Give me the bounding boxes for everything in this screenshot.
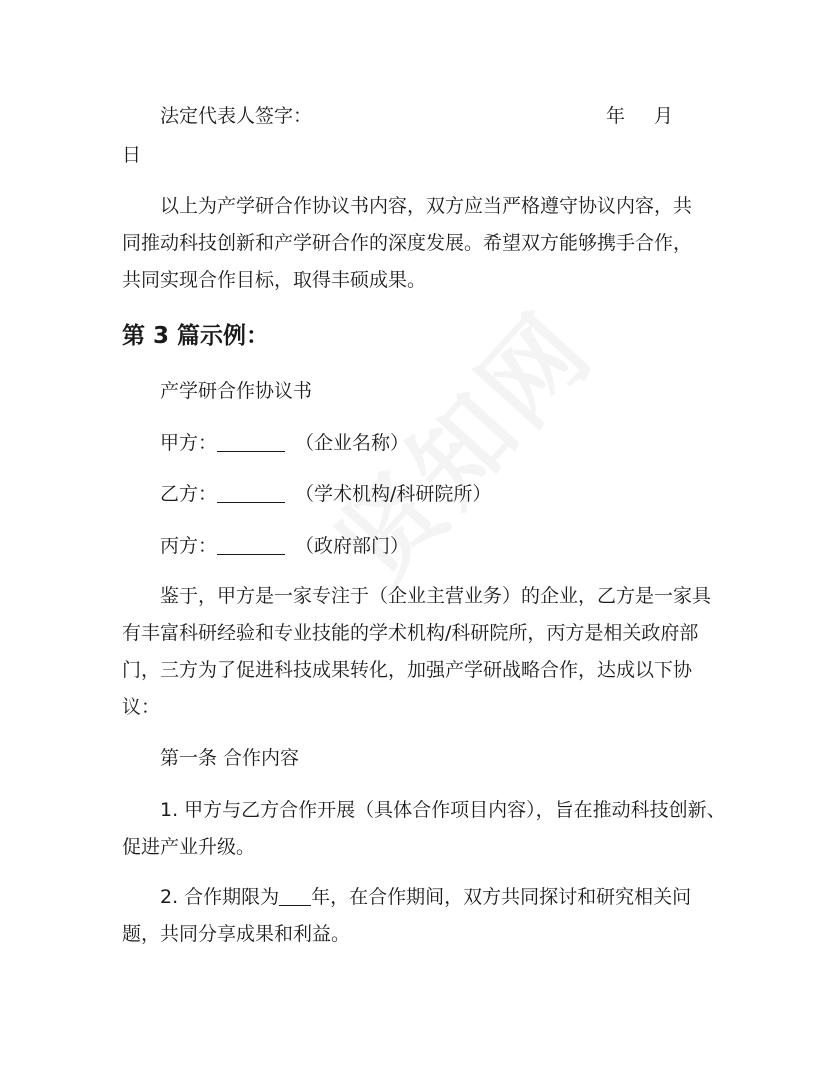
preamble-line-2: 有丰富科研经验和专业技能的学术机构/科研院所，丙方是相关政府部: [122, 622, 699, 644]
section-heading: 第 3 篇示例：: [122, 323, 270, 349]
party-b-label: 乙方：: [160, 483, 218, 505]
clause-2-blank: [279, 887, 311, 906]
clause-2-line-2: 题，共同分享成果和利益。: [122, 923, 351, 945]
doc-title: 产学研合作协议书: [160, 380, 313, 402]
preamble-line-4: 议：: [122, 696, 161, 718]
party-a-note: （企业名称）: [295, 432, 410, 454]
conclusion-line-1: 以上为产学研合作协议书内容，双方应当严格遵守协议内容，共: [160, 195, 693, 217]
party-c-note: （政府部门）: [295, 535, 410, 557]
preamble-line-3: 门，三方为了促进科技成果转化，加强产学研战略合作，达成以下协: [122, 659, 693, 681]
party-c-label: 丙方：: [160, 535, 218, 557]
conclusion-line-3: 共同实现合作目标，取得丰硕成果。: [122, 269, 427, 291]
clause-1-line-1: 1. 甲方与乙方合作开展（具体合作项目内容），旨在推动科技创新、: [160, 799, 726, 821]
clause-2-prefix: 2. 合作期限为: [160, 886, 280, 908]
party-a: [160, 430, 409, 456]
preamble-line-1: 鉴于，甲方是一家专注于（企业主营业务）的企业，乙方是一家具: [160, 585, 712, 607]
party-b-blank: [217, 484, 285, 503]
party-b: [160, 481, 491, 507]
signature-year: 年: [606, 105, 626, 127]
party-c-blank: [217, 536, 285, 555]
clause-2-line-1: [160, 884, 691, 910]
signature-label: 法定代表人签字：: [160, 105, 313, 127]
clause-2-suffix: 年，在合作期间，双方共同探讨和研究相关问: [311, 886, 692, 908]
clause-1-line-2: 促进产业升级。: [122, 836, 256, 858]
signature-day: 日: [122, 144, 142, 166]
article-1-title: 第一条 合作内容: [160, 747, 300, 769]
party-c: [160, 533, 409, 559]
conclusion-line-2: 同推动科技创新和产学研合作的深度发展。希望双方能够携手合作，: [122, 232, 693, 254]
signature-month: 月: [654, 105, 674, 127]
party-a-label: 甲方：: [160, 432, 218, 454]
party-a-blank: [217, 433, 285, 452]
party-b-note: （学术机构/科研院所）: [295, 483, 492, 505]
